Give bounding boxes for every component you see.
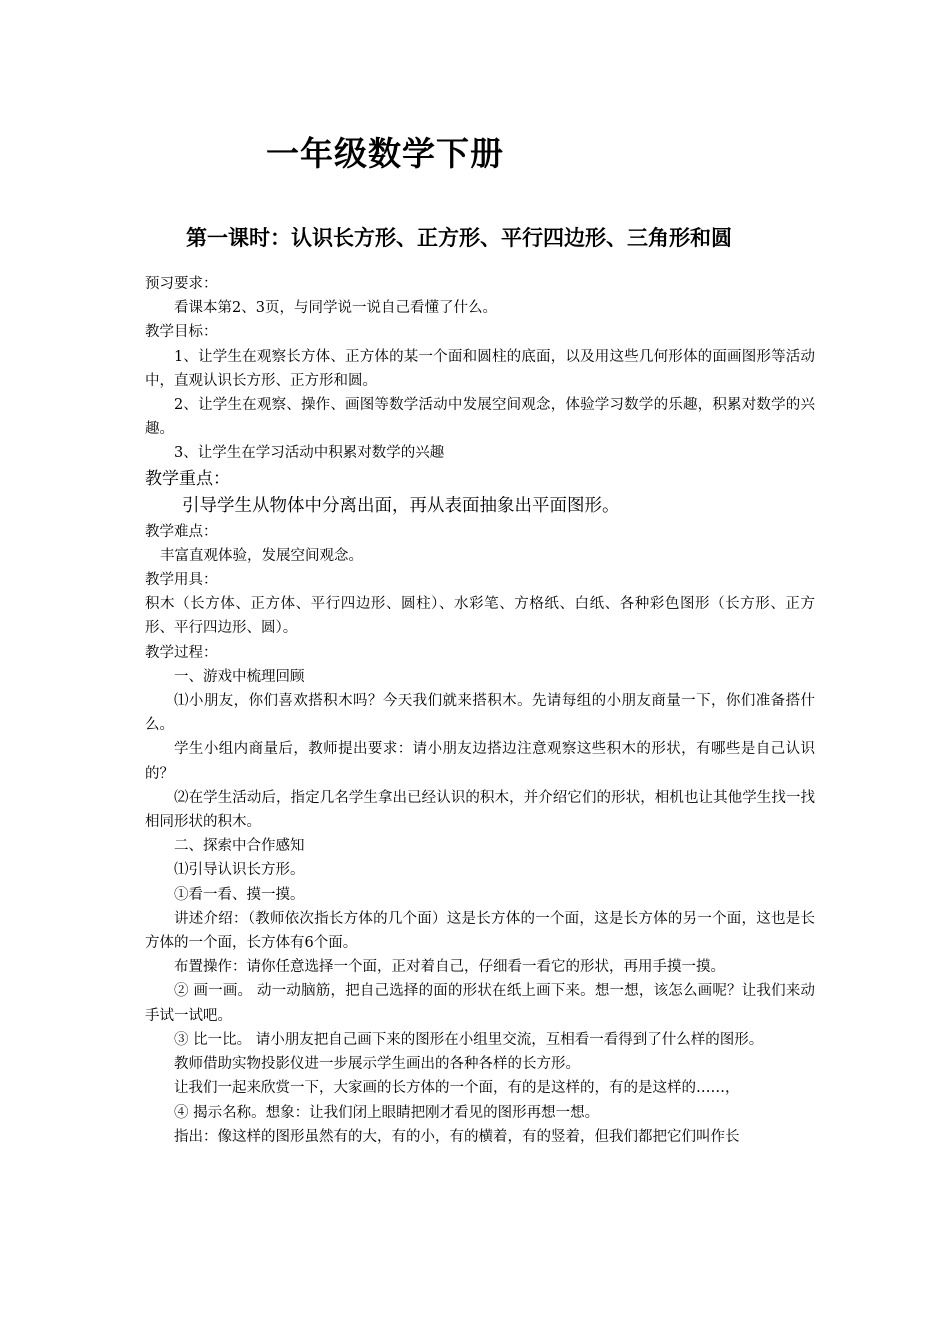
paragraph: 指出：像这样的图形虽然有的大，有的小，有的横着，有的竖着，但我们都把它们叫作长 [174, 1128, 740, 1145]
paragraph: ② 画一画。 动一动脑筋，把自己选择的面的形状在纸上画下来。想一想，该怎么画呢？让我们来动手试一试吧。 [145, 983, 815, 1024]
document-title: 一年级数学下册 [266, 134, 504, 173]
paragraph: ⑴小朋友，你们喜欢搭积木吗？今天我们就来搭积木。先请每组的小朋友商量一下，你们准备搭什么。 [145, 693, 815, 734]
paragraph: 丰富直观体验，发展空间观念。 [160, 547, 363, 564]
paragraph: 积木（长方体、正方体、平行四边形、圆柱）、水彩笔、方格纸、白纸、各种彩色图形（长方形、正方形、平行四边形、圆）。 [145, 596, 815, 637]
paragraph: 讲述介绍：（教师依次指长方体的几个面）这是长方体的一个面，这是长方体的另一个面，这也是长方体的一个面，长方体有6个面。 [145, 910, 815, 952]
paragraph: 学生小组内商量后，教师提出要求：请小朋友边搭边注意观察这些积木的形状，有哪些是自己认识的？ [145, 741, 815, 782]
paragraph: 看课本第2、3页，与同学说一说自己看懂了什么。 [174, 300, 497, 317]
paragraph: ①看一看、摸一摸。 [174, 886, 305, 903]
paragraph: 二、探索中合作感知 [174, 838, 305, 855]
section-heading-difficulty: 教学难点： [145, 523, 218, 540]
section-heading-process: 教学过程： [145, 644, 218, 661]
lesson-subtitle: 第一课时：认识长方形、正方形、平行四边形、三角形和圆 [186, 225, 732, 250]
paragraph: 布置操作：请你任意选择一个面，正对着自己，仔细看一看它的形状，再用手摸一摸。 [174, 959, 725, 976]
paragraph: ⑵在学生活动后，指定几名学生拿出已经认识的积木，并介绍它们的形状，相机也让其他学生找一找相同形状的积木。 [145, 789, 815, 831]
section-heading-objectives: 教学目标： [145, 324, 218, 341]
paragraph: 1、让学生在观察长方体、正方体的某一个面和圆柱的底面，以及用这些几何形体的面画图形等活动中，直观认识长方形、正方形和圆。 [145, 348, 815, 389]
paragraph: 一、游戏中梳理回顾 [174, 668, 305, 685]
paragraph: ④ 揭示名称。想象：让我们闭上眼睛把刚才看见的图形再想一想。 [174, 1104, 600, 1121]
paragraph: ③ 比一比。 请小朋友把自己画下来的图形在小组里交流，互相看一看得到了什么样的图形。 [174, 1031, 764, 1048]
section-heading-preview: 预习要求： [145, 276, 218, 292]
paragraph: 2、让学生在观察、操作、画图等数学活动中发展空间观念，体验学习数学的乐趣，积累对数学的兴趣。 [145, 397, 815, 438]
paragraph: 教师借助实物投影仪进一步展示学生画出的各种各样的长方形。 [174, 1056, 580, 1073]
document-body [145, 272, 815, 1149]
paragraph: 让我们一起来欣赏一下，大家画的长方体的一个面，有的是这样的，有的是这样的……， [174, 1080, 740, 1097]
section-heading-materials: 教学用具： [145, 572, 218, 589]
paragraph: 3、让学生在学习活动中积累对数学的兴趣 [174, 445, 445, 462]
section-heading-key-point: 教学重点： [145, 468, 230, 489]
paragraph: 引导学生从物体中分离出面，再从表面抽象出平面图形。 [182, 495, 620, 516]
paragraph: ⑴引导认识长方形。 [174, 862, 305, 879]
